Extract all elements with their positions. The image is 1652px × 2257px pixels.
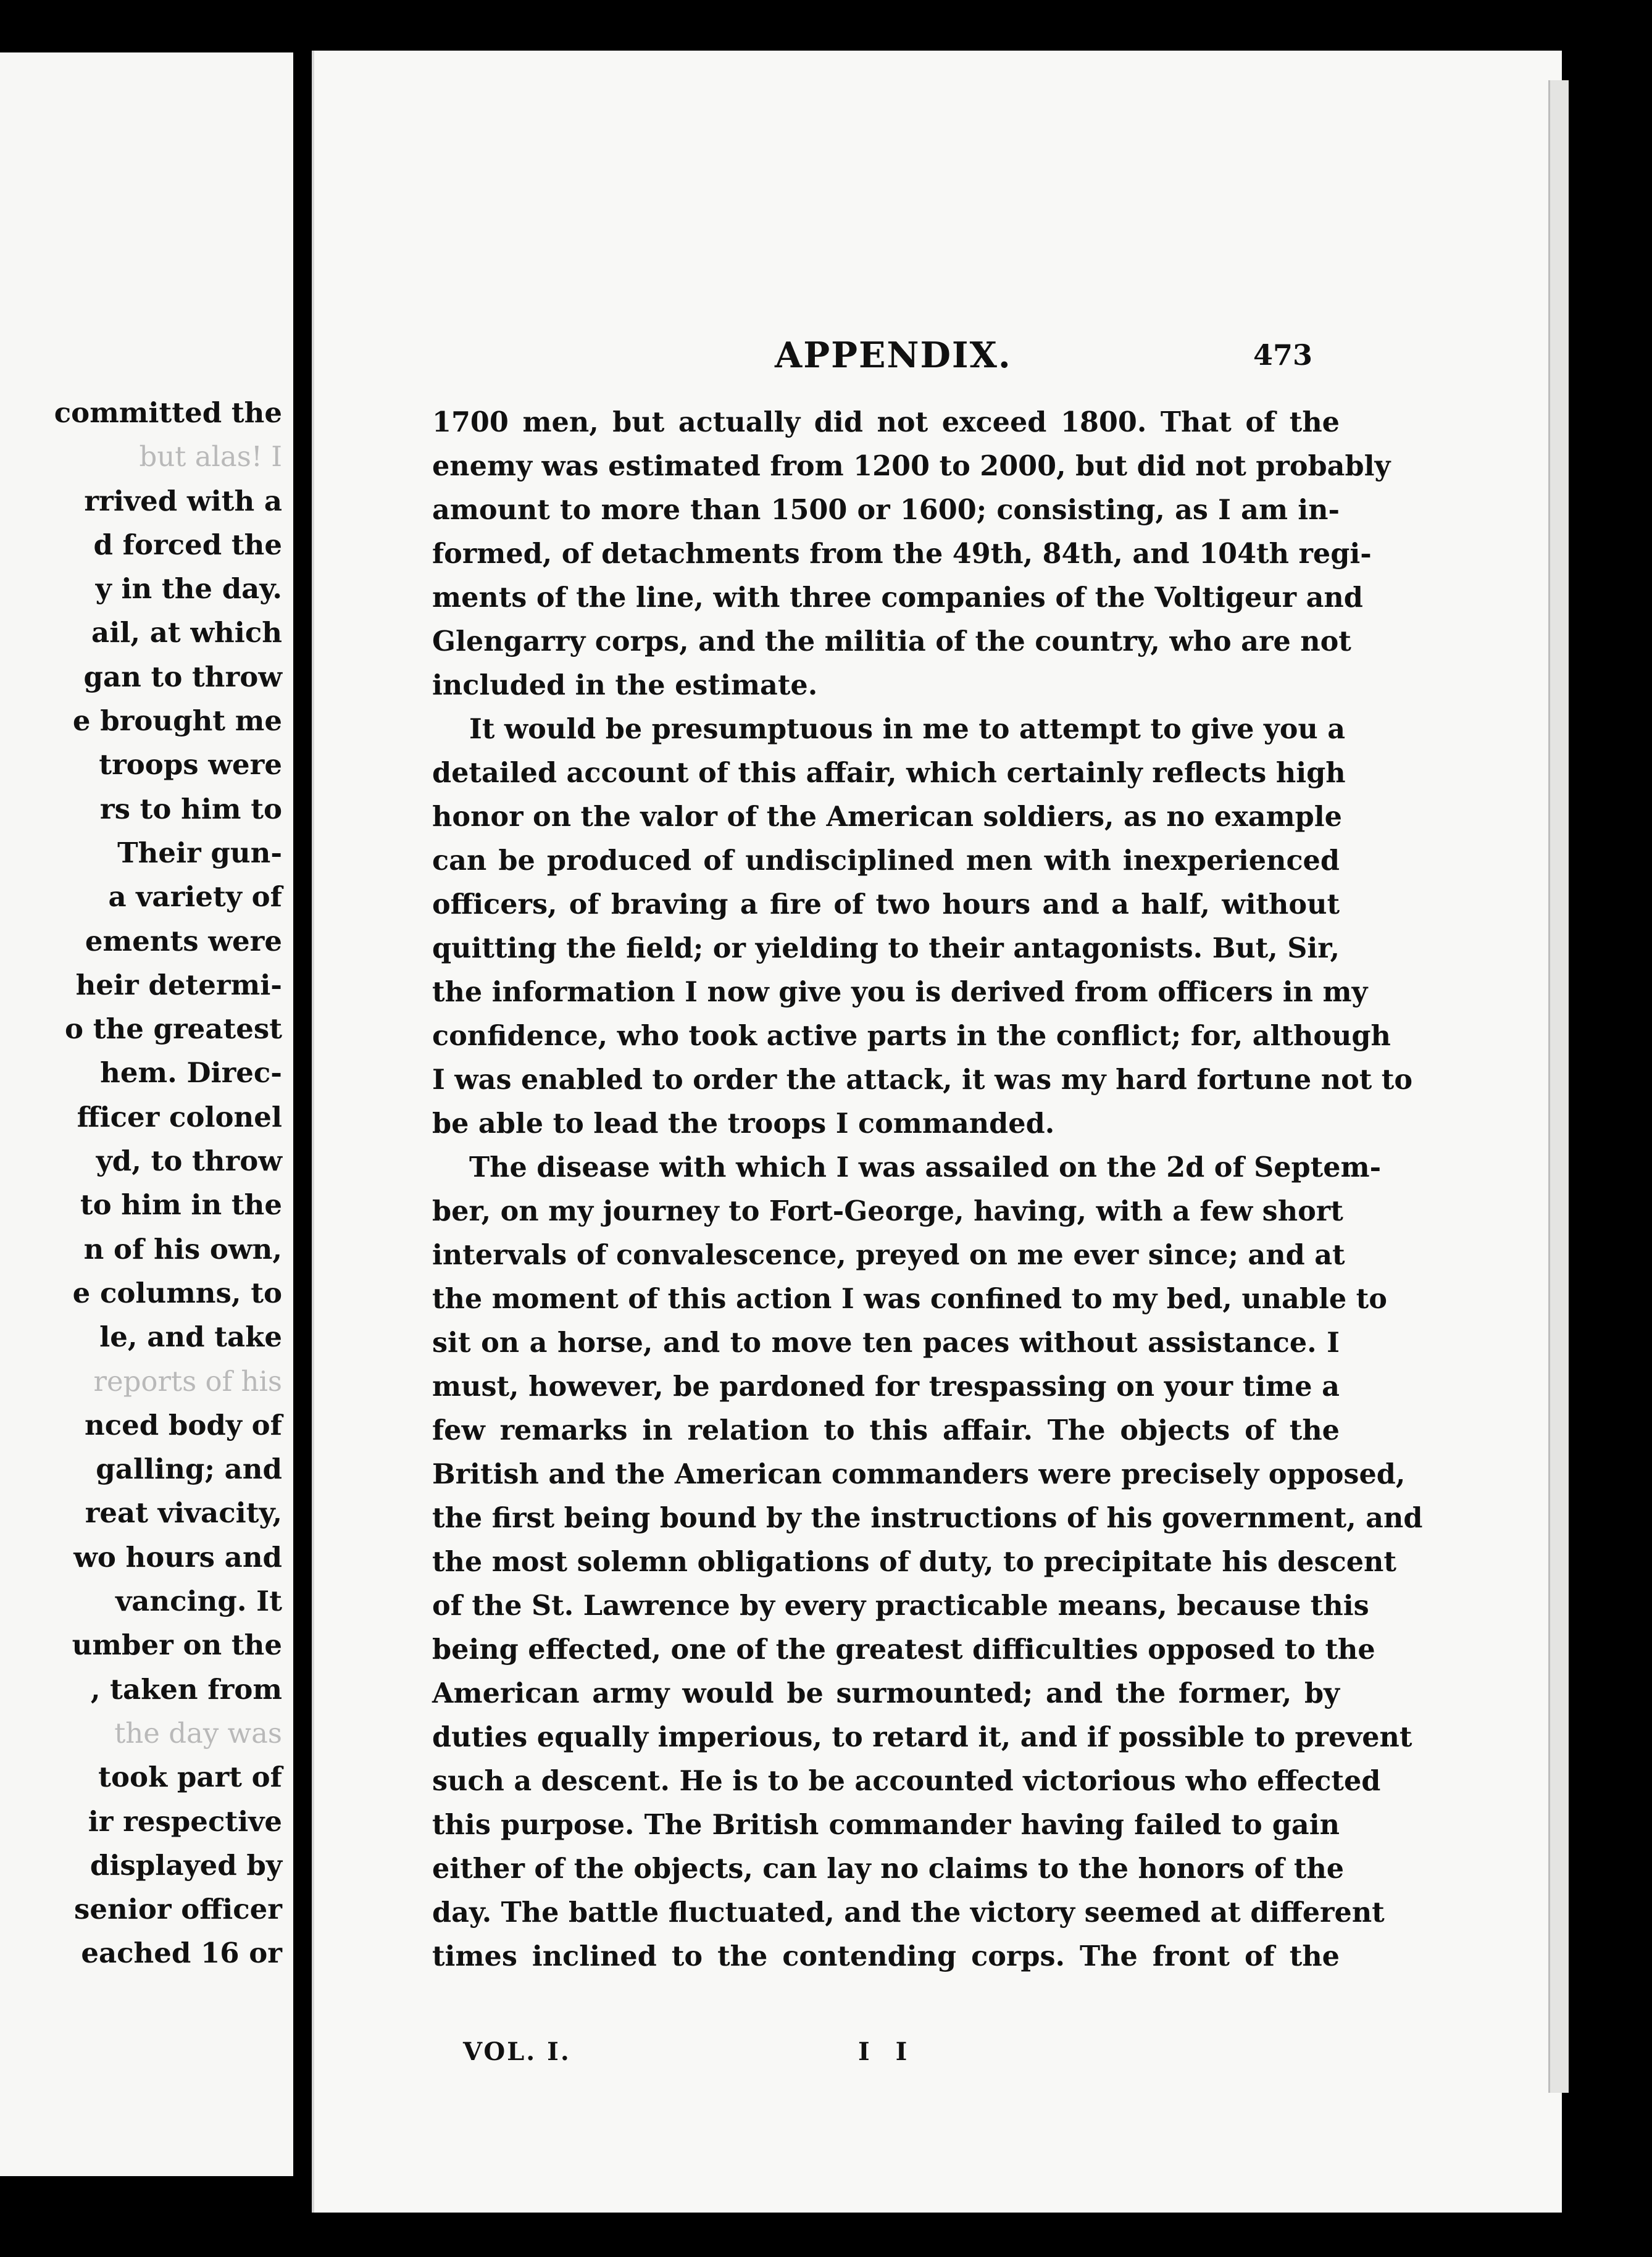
left-text-line: displayed by: [90, 1848, 282, 1882]
left-text-line: troops were: [99, 748, 282, 782]
text-line: the moment of this action I was confined to my bed, unable to: [432, 1283, 1387, 1315]
left-text-line: but alas! I: [139, 440, 282, 474]
running-head: [312, 298, 1562, 376]
text-line: detailed account of this affair, which certainly reflects high: [432, 757, 1346, 789]
text-line: ments of the line, with three companies of the Voltigeur and: [432, 582, 1363, 614]
text-line: enemy was estimated from 1200 to 2000, but did not probably: [432, 450, 1391, 482]
left-text-line: ir respective: [88, 1804, 282, 1838]
left-text-line: n of his own,: [83, 1232, 282, 1266]
text-line: the most solemn obligations of duty, to precipitate his descent: [432, 1546, 1396, 1578]
left-text-line: le, and take: [99, 1320, 282, 1354]
text-line: must, however, be pardoned for trespassing on your time a: [432, 1370, 1340, 1403]
left-text-line: y in the day.: [95, 572, 282, 606]
left-text-line: d forced the: [93, 528, 282, 561]
left-text-line: gan to throw: [83, 660, 282, 693]
text-line: duties equally imperious, to retard it, and if possible to prevent: [432, 1721, 1412, 1753]
left-text-line: senior officer: [74, 1893, 282, 1926]
text-line: Glengarry corps, and the militia of the country, who are not: [432, 625, 1351, 657]
text-line: American army would be surmounted; and the former, by: [432, 1677, 1340, 1709]
text-line: 1700 men, but actually did not exceed 1800. That of the: [432, 406, 1340, 438]
text-line: It would be presumptuous in me to attempt to give you a: [469, 713, 1346, 745]
left-text-line: Their gun-: [117, 836, 282, 869]
text-line: this purpose. The British commander having failed to gain: [432, 1809, 1340, 1841]
text-line: can be produced of undisciplined men with inexperienced: [432, 845, 1340, 877]
text-line: ber, on my journey to Fort-George, having, with a few short: [432, 1195, 1343, 1227]
left-text-line: heir determi-: [75, 968, 282, 1001]
left-text-line: rrived with a: [84, 484, 282, 517]
left-text-line: , taken from: [90, 1672, 282, 1706]
text-line: British and the American commanders were precisely opposed,: [432, 1458, 1406, 1490]
left-text-line: took part of: [98, 1761, 282, 1794]
text-line: be able to lead the troops I commanded.: [432, 1108, 1055, 1140]
left-text-line: e brought me: [72, 704, 282, 738]
text-line: such a descent. He is to be accounted victorious who effected: [432, 1765, 1381, 1797]
left-text-line: the day was: [114, 1716, 282, 1750]
body-text: [432, 401, 1423, 1979]
left-text-line: hem. Direc-: [100, 1056, 282, 1090]
text-line: included in the estimate.: [432, 669, 818, 701]
running-title: APPENDIX.: [775, 335, 1012, 376]
text-line: few remarks in relation to this affair. The objects of the: [432, 1414, 1340, 1446]
left-text-line: committed the: [54, 396, 282, 429]
signature-mark: I I: [858, 2037, 916, 2066]
right-page: [312, 51, 1562, 2213]
page-number: 473: [1253, 338, 1313, 372]
left-text-line: galling; and: [96, 1453, 282, 1486]
left-text-line: fficer colonel: [77, 1100, 282, 1133]
text-line: amount to more than 1500 or 1600; consisting, as I am in-: [432, 494, 1340, 526]
text-line: day. The battle fluctuated, and the victory seemed at different: [432, 1896, 1385, 1929]
left-text-line: rs to him to: [99, 792, 282, 825]
left-text-line: eached 16 or: [81, 1937, 282, 1970]
left-text-line: a variety of: [108, 880, 282, 914]
left-text-line: wo hours and: [73, 1540, 282, 1574]
text-line: the information I now give you is derived from officers in my: [432, 976, 1368, 1008]
text-line: of the St. Lawrence by every practicable means, because this: [432, 1590, 1369, 1622]
text-line: formed, of detachments from the 49th, 84th, and 104th regi-: [432, 538, 1372, 570]
text-line: honor on the valor of the American soldiers, as no example: [432, 801, 1342, 833]
text-line: The disease with which I was assailed on the 2d of Septem-: [469, 1151, 1382, 1183]
text-line: sit on a horse, and to move ten paces without assistance. I: [432, 1327, 1340, 1359]
left-text-line: nced body of: [84, 1408, 282, 1441]
text-line: confidence, who took active parts in the conflict; for, although: [432, 1020, 1391, 1052]
text-line: the first being bound by the instructions of his government, and: [432, 1502, 1423, 1534]
text-line: being effected, one of the greatest difficulties opposed to the: [432, 1633, 1375, 1666]
left-text-line: yd, to throw: [96, 1145, 282, 1178]
text-line: either of the objects, can lay no claims to the honors of the: [432, 1853, 1345, 1885]
left-text-line: reat vivacity,: [85, 1496, 282, 1530]
text-line: intervals of convalescence, preyed on me ever since; and at: [432, 1239, 1345, 1271]
left-text-line: to him in the: [80, 1188, 282, 1222]
text-line: times inclined to the contending corps. The front of the: [432, 1940, 1340, 1972]
left-facing-page: [0, 52, 293, 2176]
left-text-line: vancing. It: [115, 1585, 282, 1618]
text-line: I was enabled to order the attack, it was my hard fortune not to: [432, 1064, 1413, 1096]
volume-label: VOL. I.: [463, 2037, 571, 2066]
left-text-line: ail, at which: [91, 616, 282, 649]
left-text-line: e columns, to: [72, 1276, 282, 1309]
left-page-text-fragments: [0, 391, 282, 1975]
left-text-line: reports of his: [93, 1364, 282, 1398]
book-gutter: [293, 0, 312, 2257]
page-edge-shadow: [1548, 80, 1569, 2093]
left-text-line: ements were: [85, 924, 282, 957]
text-line: officers, of braving a fire of two hours and a half, without: [432, 888, 1340, 920]
page-footer: [448, 2037, 1312, 2080]
left-text-line: umber on the: [72, 1629, 282, 1662]
left-text-line: o the greatest: [65, 1012, 282, 1046]
text-line: quitting the field; or yielding to their antagonists. But, Sir,: [432, 932, 1340, 964]
